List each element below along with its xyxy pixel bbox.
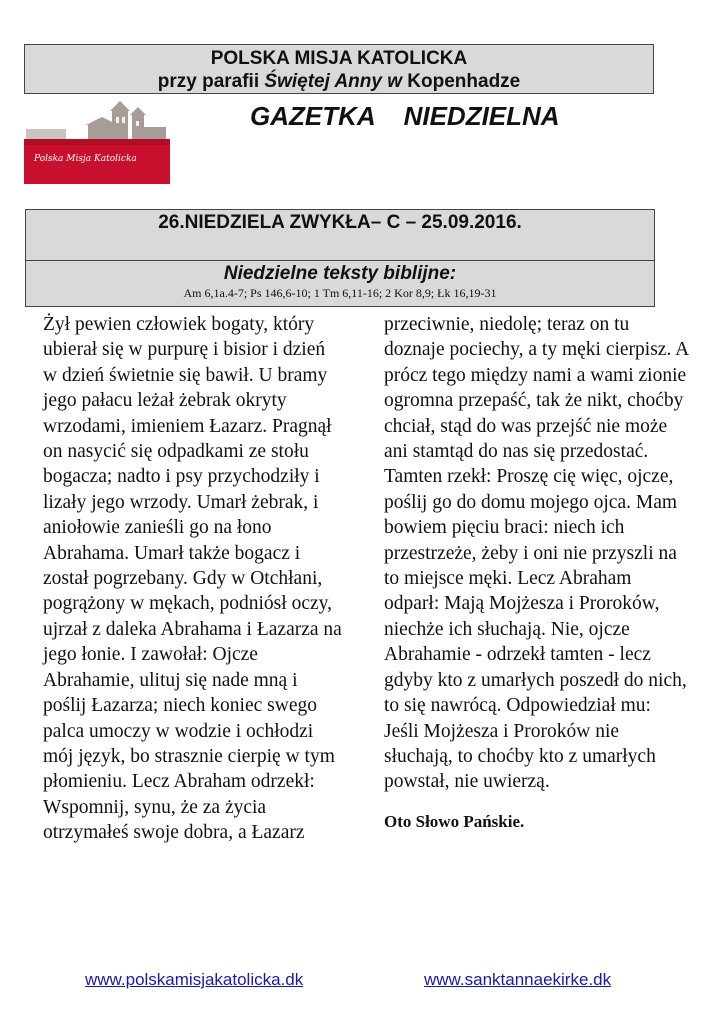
polska-misja-link[interactable]: www.polskamisjakatolicka.dk — [85, 970, 304, 989]
parish-city: Kopenhadze — [402, 71, 521, 92]
parish-line — [25, 70, 653, 93]
box-divider — [26, 260, 654, 261]
gospel-column-left — [43, 312, 343, 846]
logo-image — [24, 99, 170, 184]
parish-prefix: przy parafii — [157, 71, 265, 92]
gospel-column-right — [384, 312, 690, 834]
logo-caption: Polska Misja Katolicka — [34, 154, 137, 164]
parish-name: Świętej Anny w — [264, 71, 403, 92]
closing-acclamation: Oto Słowo Pańskie. — [384, 811, 525, 831]
mission-logo — [24, 99, 170, 184]
sankt-anna-link[interactable]: www.sanktannaekirke.dk — [424, 970, 612, 989]
masthead-box — [24, 44, 654, 94]
readings-heading: Niedzielne teksty biblijne: — [223, 263, 457, 284]
sunday-title: 26.NIEDZIELA ZWYKŁA– C – 25.09.2016. — [158, 212, 522, 233]
newsletter-title: GAZETKA NIEDZIELNA — [250, 101, 560, 131]
readings-references: Am 6,1a.4-7; Ps 146,6-10; 1 Tm 6,11-16; 2 Kor 8,9; Łk 16,19-31 — [183, 286, 497, 300]
org-title: POLSKA MISJA KATOLICKA — [210, 48, 468, 69]
sunday-info-box — [25, 209, 655, 307]
gospel-text-part1: Żył pewien człowiek bogaty, który ubierał się w purpurę i bisior i dzień w dzień świetnie się bawił. U bramy jego pałacu leżał żebrak okryty wrzodami, imieniem Łazarz. Pragnął on nasycić się odpadkami ze stołu bogacza; nadto i psy przychodziły i lizały jego wrzody. Umarł żebrak, i aniołowie zanieśli go na łono Abrahama. Umarł także bogacz i został pogrzebany. Gdy w Otchłani, pogrążony w mękach, podniósł oczy, ujrzał z daleka Abrahama i Łazarza na jego łonie. I zawołał: Ojcze Abrahamie, ulituj się nade mną i poślij Łazarza; niech koniec swego palca umoczy w wodzie i ochłodzi mój język, bo strasznie cierpię w tym płomieniu. Lecz Abraham odrzekł: Wspomnij, synu, że za życia otrzymałeś swoje dobra, a Łazarz — [43, 314, 342, 844]
gospel-text-part2: przeciwnie, niedolę; teraz on tu doznaje pociechy, a ty męki cierpisz. A prócz tego między nami a wami zionie ogromna przepaść, tak że nikt, choćby chciał, stąd do was przejść nie może ani stamtąd do nas się przedostać. Tamten rzekł: Proszę cię więc, ojcze, poślij go do domu mojego ojca. Mam bowiem pięciu braci: niech ich przestrzeże, żeby i oni nie przyszli na to miejsce męki. Lecz Abraham odparł: Mają Mojżesza i Proroków, niechże ich słuchają. Nie, ojcze Abrahamie - odrzekł tamten - lecz gdyby kto z umarłych poszedł do nich, to się nawrócą. Odpowiedział mu: Jeśli Mojżesza i Proroków nie słuchają, to choćby kto z umarłych powstał, nie uwierzą. — [384, 314, 689, 793]
